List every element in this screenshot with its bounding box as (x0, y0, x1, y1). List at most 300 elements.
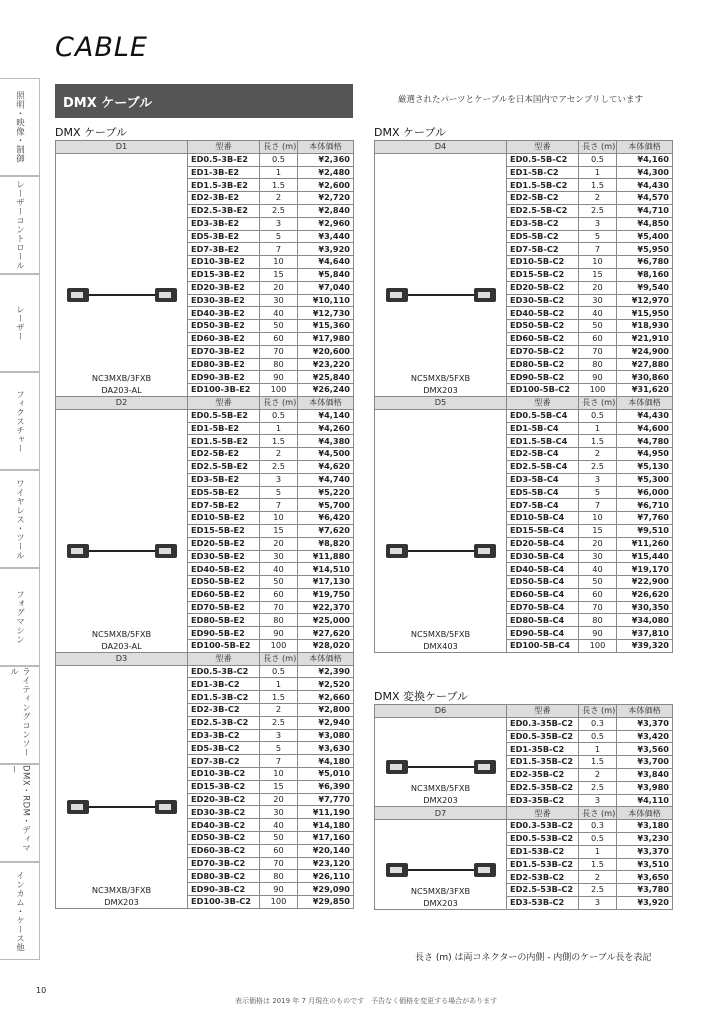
cable-length: 20 (260, 793, 298, 806)
price: ¥5,010 (298, 768, 354, 781)
side-tab-1[interactable] (0, 176, 40, 274)
price: ¥8,160 (617, 268, 673, 281)
conversion-section-heading: DMX 変換ケーブル (374, 690, 469, 703)
model-number: ED30-5B-E2 (188, 550, 260, 563)
price: ¥10,110 (298, 294, 354, 307)
cable-length: 50 (260, 320, 298, 333)
cable-length: 20 (260, 281, 298, 294)
price: ¥3,370 (617, 845, 673, 858)
cable-spec: DMX203 (423, 795, 458, 806)
group-label: D7 (375, 807, 507, 820)
model-number: ED3-3B-C2 (188, 729, 260, 742)
price: ¥4,110 (617, 794, 673, 807)
cable-length: 10 (260, 256, 298, 269)
side-tab-label: DMX・RDM・ディマー (8, 765, 31, 853)
model-number: ED2-53B-C2 (507, 871, 579, 884)
cable-wire (408, 869, 474, 871)
model-number: ED80-5B-E2 (188, 614, 260, 627)
price: ¥5,950 (617, 243, 673, 256)
model-number: ED10-5B-C4 (507, 512, 579, 525)
cable-length: 7 (260, 499, 298, 512)
model-number: ED50-5B-C2 (507, 320, 579, 333)
page-title: CABLE (55, 32, 148, 63)
price: ¥25,840 (298, 371, 354, 384)
xlr-female-connector-icon (155, 288, 177, 302)
model-number: ED3-53B-C2 (507, 896, 579, 909)
side-tab-6[interactable] (0, 666, 40, 764)
cable-length: 5 (260, 742, 298, 755)
model-number: ED70-3B-C2 (188, 857, 260, 870)
cable-length: 2.5 (579, 781, 617, 794)
price: ¥11,190 (298, 806, 354, 819)
price: ¥3,420 (617, 730, 673, 743)
price: ¥17,980 (298, 332, 354, 345)
price: ¥6,420 (298, 512, 354, 525)
cable-wire (89, 550, 155, 552)
price: ¥15,360 (298, 320, 354, 333)
price: ¥9,540 (617, 281, 673, 294)
group-label: D3 (56, 652, 188, 665)
side-tab-0[interactable] (0, 78, 40, 176)
cable-length: 90 (260, 883, 298, 896)
col-header-price: 本体価格 (298, 652, 354, 665)
model-number: ED0.5-5B-C4 (507, 409, 579, 422)
group-header-row (375, 396, 673, 409)
cable-length: 2.5 (260, 460, 298, 473)
product-image-cell (375, 717, 507, 807)
model-number: ED2.5-5B-C2 (507, 204, 579, 217)
cable-length: 10 (260, 768, 298, 781)
group-label: D1 (56, 141, 188, 154)
model-number: ED1.5-5B-C2 (507, 179, 579, 192)
price: ¥20,600 (298, 345, 354, 358)
price: ¥31,620 (617, 384, 673, 397)
price: ¥5,400 (617, 230, 673, 243)
col-header-length: 長さ (m) (579, 141, 617, 154)
xlr-cable-icon (386, 544, 496, 558)
col-header-price: 本体価格 (617, 807, 673, 820)
cable-length: 1 (260, 166, 298, 179)
cable-length: 20 (579, 281, 617, 294)
side-tab-5[interactable] (0, 568, 40, 666)
price: ¥2,840 (298, 204, 354, 217)
model-number: ED30-3B-E2 (188, 294, 260, 307)
cable-length: 7 (260, 243, 298, 256)
cable-length: 20 (260, 537, 298, 550)
cable-length: 40 (260, 819, 298, 832)
side-tab-3[interactable] (0, 372, 40, 470)
price: ¥4,500 (298, 448, 354, 461)
price: ¥29,090 (298, 883, 354, 896)
model-number: ED90-5B-C2 (507, 371, 579, 384)
model-number: ED90-5B-E2 (188, 627, 260, 640)
cable-length: 2.5 (579, 884, 617, 897)
connector-spec: NC5MXB/5FXB (410, 372, 471, 383)
model-number: ED2-5B-C2 (507, 192, 579, 205)
cable-length: 80 (579, 358, 617, 371)
length-footnote: 長さ (m) は両コネクターの内側 - 内側のケーブル長を表記 (415, 953, 652, 963)
model-number: ED1-3B-C2 (188, 678, 260, 691)
model-number: ED0.5-35B-C2 (507, 730, 579, 743)
cable-length: 2 (579, 871, 617, 884)
price: ¥2,360 (298, 153, 354, 166)
model-number: ED10-5B-E2 (188, 512, 260, 525)
price: ¥34,080 (617, 614, 673, 627)
cable-length: 90 (579, 627, 617, 640)
price: ¥12,970 (617, 294, 673, 307)
table-row (375, 820, 673, 833)
model-number: ED10-3B-E2 (188, 256, 260, 269)
model-number: ED2-5B-E2 (188, 448, 260, 461)
group-header-row (375, 807, 673, 820)
cable-length: 1.5 (579, 858, 617, 871)
xlr-male-connector-icon (386, 544, 408, 558)
col-header-length: 長さ (m) (579, 705, 617, 718)
xlr-female-connector-icon (474, 544, 496, 558)
model-number: ED2-3B-C2 (188, 704, 260, 717)
cable-length: 10 (579, 256, 617, 269)
price: ¥3,510 (617, 858, 673, 871)
price: ¥2,940 (298, 716, 354, 729)
cable-length: 3 (260, 473, 298, 486)
cable-length: 1.5 (579, 179, 617, 192)
price: ¥2,600 (298, 179, 354, 192)
model-number: ED1.5-35B-C2 (507, 756, 579, 769)
model-number: ED20-5B-C4 (507, 537, 579, 550)
cable-length: 1 (260, 678, 298, 691)
side-tab-label: フォグマシン (14, 590, 25, 644)
col-header-price: 本体価格 (298, 396, 354, 409)
price: ¥4,180 (298, 755, 354, 768)
model-number: ED1.5-3B-C2 (188, 691, 260, 704)
cable-length: 60 (260, 588, 298, 601)
price: ¥6,710 (617, 499, 673, 512)
model-number: ED2.5-5B-C4 (507, 460, 579, 473)
price: ¥4,600 (617, 422, 673, 435)
cable-length: 40 (579, 307, 617, 320)
price: ¥4,430 (617, 179, 673, 192)
cable-length: 30 (260, 806, 298, 819)
left-section-heading: DMX ケーブル (55, 126, 128, 139)
model-number: ED60-3B-C2 (188, 844, 260, 857)
col-header-price: 本体価格 (298, 141, 354, 154)
price: ¥28,020 (298, 640, 354, 653)
model-number: ED7-5B-C4 (507, 499, 579, 512)
price: ¥23,220 (298, 358, 354, 371)
col-header-model: 型番 (507, 141, 579, 154)
price: ¥3,560 (617, 743, 673, 756)
model-number: ED15-3B-E2 (188, 268, 260, 281)
price: ¥4,950 (617, 448, 673, 461)
side-tab-8[interactable] (0, 862, 40, 960)
cable-length: 10 (260, 512, 298, 525)
model-number: ED2.5-3B-E2 (188, 204, 260, 217)
cable-length: 60 (260, 332, 298, 345)
cable-length: 50 (579, 320, 617, 333)
model-number: ED7-5B-E2 (188, 499, 260, 512)
model-number: ED50-3B-E2 (188, 320, 260, 333)
model-number: ED100-5B-C2 (507, 384, 579, 397)
group-header-row (56, 396, 354, 409)
cable-wire (408, 294, 474, 296)
cable-length: 1.5 (579, 435, 617, 448)
cable-length: 1 (579, 166, 617, 179)
xlr-male-connector-icon (67, 288, 89, 302)
cable-length: 15 (579, 268, 617, 281)
price: ¥3,650 (617, 871, 673, 884)
cable-table-right (374, 140, 673, 653)
cable-length: 50 (260, 576, 298, 589)
model-number: ED10-3B-C2 (188, 768, 260, 781)
cable-length: 100 (260, 640, 298, 653)
connector-spec: NC3MXB/3FXB (91, 884, 152, 895)
cable-length: 1 (579, 845, 617, 858)
model-number: ED0.3-53B-C2 (507, 820, 579, 833)
model-number: ED3-5B-E2 (188, 473, 260, 486)
model-number: ED1.5-53B-C2 (507, 858, 579, 871)
model-number: ED5-5B-E2 (188, 486, 260, 499)
price: ¥19,170 (617, 563, 673, 576)
page-number: 10 (36, 986, 47, 995)
price: ¥4,430 (617, 409, 673, 422)
cable-length: 2 (579, 192, 617, 205)
price: ¥3,920 (298, 243, 354, 256)
cable-length: 2.5 (260, 204, 298, 217)
cable-length: 1 (579, 422, 617, 435)
price: ¥15,440 (617, 550, 673, 563)
price: ¥3,630 (298, 742, 354, 755)
model-number: ED0.5-3B-E2 (188, 153, 260, 166)
assembly-note: 厳選されたパーツとケーブルを日本国内でアセンブリしています (398, 95, 643, 105)
price: ¥5,130 (617, 460, 673, 473)
cable-length: 15 (579, 524, 617, 537)
connector-spec: NC3MXB/3FXB (91, 372, 152, 383)
xlr-female-connector-icon (474, 760, 496, 774)
cable-length: 7 (579, 243, 617, 256)
side-tab-label: 照明・映像・制御 (14, 91, 25, 163)
model-number: ED60-5B-C2 (507, 332, 579, 345)
price: ¥14,180 (298, 819, 354, 832)
price: ¥2,520 (298, 678, 354, 691)
cable-length: 60 (579, 332, 617, 345)
connector-spec: NC3MXB/5FXB (410, 783, 471, 794)
price: ¥6,390 (298, 780, 354, 793)
cable-length: 30 (260, 294, 298, 307)
price: ¥19,750 (298, 588, 354, 601)
col-header-model: 型番 (188, 396, 260, 409)
price: ¥30,350 (617, 601, 673, 614)
model-number: ED2.5-35B-C2 (507, 781, 579, 794)
model-number: ED40-3B-C2 (188, 819, 260, 832)
xlr-cable-icon (386, 863, 496, 877)
price: ¥30,860 (617, 371, 673, 384)
product-image-cell (375, 153, 507, 396)
model-number: ED100-5B-C4 (507, 640, 579, 653)
group-header-row (375, 141, 673, 154)
cable-length: 3 (579, 794, 617, 807)
cable-length: 40 (260, 307, 298, 320)
price: ¥4,140 (298, 409, 354, 422)
model-number: ED100-3B-C2 (188, 896, 260, 909)
cable-length: 90 (260, 627, 298, 640)
cable-length: 30 (260, 550, 298, 563)
model-number: ED30-5B-C2 (507, 294, 579, 307)
price: ¥5,840 (298, 268, 354, 281)
price: ¥4,160 (617, 153, 673, 166)
price: ¥27,620 (298, 627, 354, 640)
model-number: ED20-5B-C2 (507, 281, 579, 294)
price: ¥3,180 (617, 820, 673, 833)
table-row (375, 717, 673, 730)
cable-length: 2 (579, 448, 617, 461)
model-number: ED1-3B-E2 (188, 166, 260, 179)
col-header-length: 長さ (m) (579, 807, 617, 820)
price: ¥22,900 (617, 576, 673, 589)
group-label: D6 (375, 705, 507, 718)
xlr-cable-icon (386, 760, 496, 774)
col-header-length: 長さ (m) (260, 141, 298, 154)
cable-length: 0.5 (579, 832, 617, 845)
price: ¥27,880 (617, 358, 673, 371)
xlr-female-connector-icon (155, 800, 177, 814)
cable-length: 70 (260, 345, 298, 358)
cable-length: 2 (260, 448, 298, 461)
model-number: ED70-5B-E2 (188, 601, 260, 614)
price: ¥17,160 (298, 832, 354, 845)
cable-length: 3 (579, 896, 617, 909)
cable-length: 70 (260, 601, 298, 614)
model-number: ED20-3B-C2 (188, 793, 260, 806)
cable-length: 30 (579, 550, 617, 563)
cable-wire (408, 550, 474, 552)
product-image-cell (56, 409, 188, 652)
price: ¥22,370 (298, 601, 354, 614)
product-image-cell (375, 409, 507, 652)
model-number: ED70-3B-E2 (188, 345, 260, 358)
cable-length: 5 (579, 486, 617, 499)
cable-length: 40 (260, 563, 298, 576)
connector-spec: NC5MXB/5FXB (410, 628, 471, 639)
model-number: ED20-3B-E2 (188, 281, 260, 294)
xlr-male-connector-icon (67, 544, 89, 558)
price: ¥18,930 (617, 320, 673, 333)
price: ¥7,760 (617, 512, 673, 525)
cable-length: 2.5 (260, 716, 298, 729)
price: ¥29,850 (298, 896, 354, 909)
cable-length: 2 (260, 192, 298, 205)
cable-length: 1 (260, 422, 298, 435)
conversion-cable-table (374, 704, 673, 910)
price: ¥4,620 (298, 460, 354, 473)
model-number: ED80-5B-C4 (507, 614, 579, 627)
model-number: ED0.5-5B-C2 (507, 153, 579, 166)
model-number: ED50-5B-E2 (188, 576, 260, 589)
cable-length: 2 (260, 704, 298, 717)
model-number: ED1-5B-C2 (507, 166, 579, 179)
price: ¥3,230 (617, 832, 673, 845)
price: ¥4,710 (617, 204, 673, 217)
cable-length: 80 (579, 614, 617, 627)
price: ¥26,240 (298, 384, 354, 397)
table-row (375, 153, 673, 166)
price: ¥20,140 (298, 844, 354, 857)
cable-length: 20 (579, 537, 617, 550)
model-number: ED5-3B-E2 (188, 230, 260, 243)
price: ¥8,820 (298, 537, 354, 550)
xlr-male-connector-icon (386, 863, 408, 877)
cable-spec: DA203-AL (101, 640, 142, 651)
model-number: ED50-3B-C2 (188, 832, 260, 845)
side-tab-4[interactable] (0, 470, 40, 568)
cable-length: 80 (260, 614, 298, 627)
model-number: ED3-3B-E2 (188, 217, 260, 230)
cable-length: 2.5 (579, 460, 617, 473)
cable-spec: DMX203 (104, 896, 139, 907)
price: ¥7,620 (298, 524, 354, 537)
group-header-row (56, 652, 354, 665)
price: ¥4,570 (617, 192, 673, 205)
cable-length: 2 (579, 768, 617, 781)
cable-length: 0.5 (579, 153, 617, 166)
col-header-model: 型番 (507, 807, 579, 820)
cable-length: 80 (260, 358, 298, 371)
price: ¥3,440 (298, 230, 354, 243)
table-row (56, 409, 354, 422)
table-row (56, 665, 354, 678)
side-tab-label: ワイヤレス・ツール (14, 478, 25, 560)
cable-length: 40 (579, 563, 617, 576)
side-tab-label: インカム・ケース他 (14, 870, 25, 952)
model-number: ED0.5-5B-E2 (188, 409, 260, 422)
price: ¥7,770 (298, 793, 354, 806)
model-number: ED15-5B-C2 (507, 268, 579, 281)
xlr-female-connector-icon (474, 863, 496, 877)
col-header-model: 型番 (188, 652, 260, 665)
model-number: ED15-3B-C2 (188, 780, 260, 793)
side-tab-2[interactable] (0, 274, 40, 372)
xlr-cable-icon (386, 288, 496, 302)
model-number: ED5-5B-C2 (507, 230, 579, 243)
xlr-male-connector-icon (386, 760, 408, 774)
price: ¥2,660 (298, 691, 354, 704)
model-number: ED60-3B-E2 (188, 332, 260, 345)
model-number: ED50-5B-C4 (507, 576, 579, 589)
cable-length: 60 (579, 588, 617, 601)
cable-length: 80 (260, 870, 298, 883)
cable-length: 0.5 (260, 153, 298, 166)
model-number: ED10-5B-C2 (507, 256, 579, 269)
model-number: ED15-5B-E2 (188, 524, 260, 537)
model-number: ED20-5B-E2 (188, 537, 260, 550)
col-header-length: 長さ (m) (260, 396, 298, 409)
model-number: ED80-3B-E2 (188, 358, 260, 371)
cable-length: 5 (260, 230, 298, 243)
model-number: ED60-5B-C4 (507, 588, 579, 601)
price: ¥2,480 (298, 166, 354, 179)
section-banner: DMX ケーブル (55, 84, 353, 118)
model-number: ED1-53B-C2 (507, 845, 579, 858)
side-tab-7[interactable] (0, 764, 40, 862)
col-header-price: 本体価格 (617, 141, 673, 154)
right-section-heading: DMX ケーブル (374, 126, 447, 139)
model-number: ED7-3B-E2 (188, 243, 260, 256)
model-number: ED0.3-35B-C2 (507, 717, 579, 730)
model-number: ED1.5-5B-C4 (507, 435, 579, 448)
cable-length: 15 (260, 780, 298, 793)
col-header-model: 型番 (188, 141, 260, 154)
price: ¥5,300 (617, 473, 673, 486)
model-number: ED60-5B-E2 (188, 588, 260, 601)
